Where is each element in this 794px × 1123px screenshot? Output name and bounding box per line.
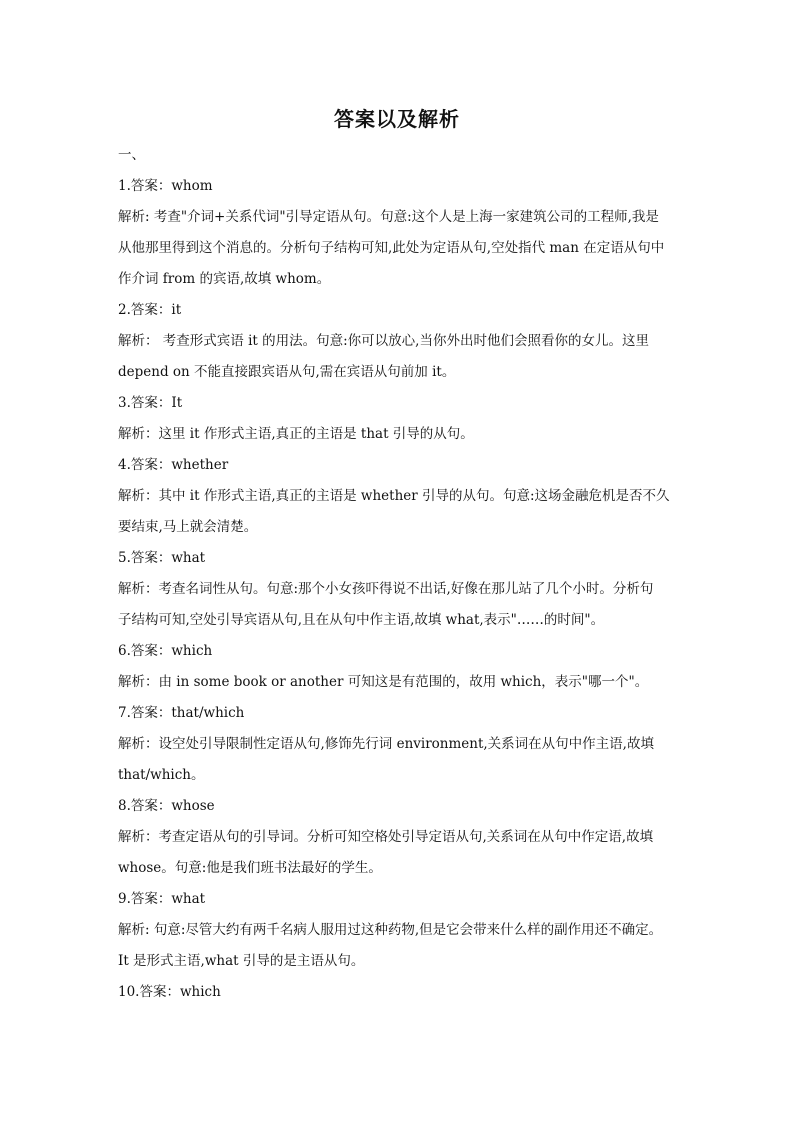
analysis-line: whose。句意:他是我们班书法最好的学生。 xyxy=(118,860,382,876)
analysis-block xyxy=(118,574,678,636)
answer-line: 3.答案：It xyxy=(118,395,183,411)
page-title: 答案以及解析 xyxy=(334,107,460,131)
analysis-line: 解析：考查定语从句的引导词。分析可知空格处引导定语从句,关系词在从句中作定语,故填 xyxy=(118,829,654,845)
analysis-block xyxy=(118,915,678,977)
analysis-line: 子结构可知,空处引导宾语从句,且在从句中作主语,故填 what,表示"……的时间"。 xyxy=(118,612,605,628)
analysis-line: 解析：设空处引导限制性定语从句,修饰先行词 environment,关系词在从句中作主语,故填 xyxy=(118,736,654,752)
answer-line: 8.答案：whose xyxy=(118,798,215,814)
answer-item-9 xyxy=(118,884,678,977)
analysis-block xyxy=(118,481,678,543)
analysis-block xyxy=(118,202,678,295)
analysis-line: 作介词 from 的宾语,故填 whom。 xyxy=(118,271,331,287)
answer-item-8 xyxy=(118,791,678,884)
analysis-line: 解析：这里 it 作形式主语,真正的主语是 that 引导的从句。 xyxy=(118,426,474,442)
analysis-line: 解析： 考查形式宾语 it 的用法。句意:你可以放心,当你外出时他们会照看你的女儿。这里 xyxy=(118,333,649,349)
answer-line: 7.答案：that/which xyxy=(118,705,245,721)
answer-item-1 xyxy=(118,171,678,295)
analysis-block xyxy=(118,729,678,791)
analysis-line: It 是形式主语,what 引导的是主语从句。 xyxy=(118,953,365,969)
answer-line: 4.答案：whether xyxy=(118,457,229,473)
answer-item-3 xyxy=(118,388,678,450)
answer-item-2 xyxy=(118,295,678,388)
analysis-line: depend on 不能直接跟宾语从句,需在宾语从句前加 it。 xyxy=(118,364,456,380)
answer-item-4 xyxy=(118,450,678,543)
analysis-line: 解析：考查名词性从句。句意:那个小女孩吓得说不出话,好像在那儿站了几个小时。分析句 xyxy=(118,581,654,597)
analysis-line: 解析：由 in some book or another 可知这是有范围的，故用 which，表示"哪一个"。 xyxy=(118,674,649,690)
answer-item-5 xyxy=(118,543,678,636)
answer-item-10 xyxy=(118,977,678,1008)
answer-line: 1.答案：whom xyxy=(118,178,213,194)
analysis-line: 解析: 考查"介词+关系代词"引导定语从句。句意:这个人是上海一家建筑公司的工程师,我是 xyxy=(118,209,659,225)
answer-content xyxy=(118,140,678,1008)
analysis-line: that/which。 xyxy=(118,767,205,783)
answer-item-6 xyxy=(118,636,678,698)
answer-line: 9.答案：what xyxy=(118,891,206,907)
answer-line: 5.答案：what xyxy=(118,550,206,566)
analysis-line: 要结束,马上就会清楚。 xyxy=(118,519,258,535)
analysis-line: 解析: 句意:尽管大约有两千名病人服用过这种药物,但是它会带来什么样的副作用还不确定。 xyxy=(118,922,663,938)
section-label: 一、 xyxy=(118,147,145,163)
analysis-line: 从他那里得到这个消息的。分析句子结构可知,此处为定语从句,空处指代 man 在定语从句中 xyxy=(118,240,665,256)
answer-item-7 xyxy=(118,698,678,791)
answer-line: 6.答案：which xyxy=(118,643,213,659)
analysis-block xyxy=(118,419,678,450)
analysis-block xyxy=(118,326,678,388)
answer-line: 10.答案：which xyxy=(118,984,221,1000)
answer-line: 2.答案：it xyxy=(118,302,182,318)
analysis-block xyxy=(118,667,678,698)
analysis-line: 解析：其中 it 作形式主语,真正的主语是 whether 引导的从句。句意:这场金融危机是否不久 xyxy=(118,488,670,504)
analysis-block xyxy=(118,822,678,884)
